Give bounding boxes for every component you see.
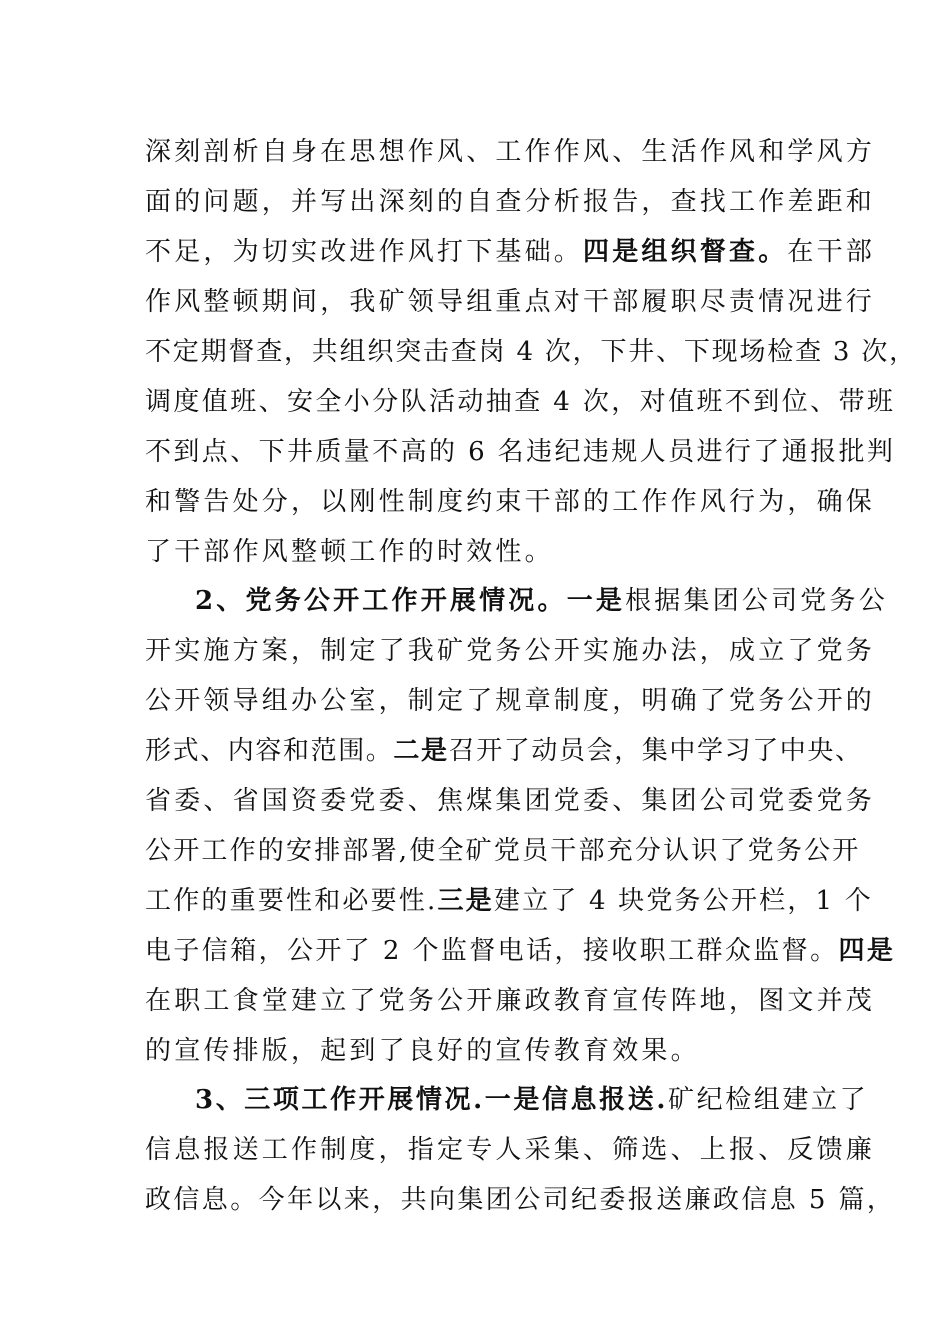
- text-line: 不定期督查，共组织突击查岗 4 次，下井、下现场检查 3 次，: [145, 337, 917, 367]
- text-line: 面的问题，并写出深刻的自查分析报告，查找工作差距和: [145, 187, 876, 217]
- text-line: 了干部作风整顿工作的时效性。: [145, 537, 554, 567]
- text-line: 和警告处分，以刚性制度约束干部的工作作风行为，确保: [145, 487, 876, 517]
- bold-heading: 四是组织督查。: [583, 237, 788, 267]
- text-line: 公开领导组办公室，制定了规章制度，明确了党务公开的: [145, 686, 876, 716]
- text-line: 作风整顿期间，我矿领导组重点对干部履职尽责情况进行: [145, 287, 876, 317]
- text-run: 工作的重要性和必要性.: [145, 886, 438, 916]
- text-run: 召开了动员会，集中学习了中央、: [448, 736, 863, 766]
- section-heading-line: [195, 584, 888, 618]
- text-run: 形式、内容和范围。: [145, 736, 394, 766]
- section-heading: 3、三项工作开展情况.一是信息报送.: [195, 1085, 668, 1115]
- text-run: 矿纪检组建立了: [668, 1085, 869, 1115]
- text-line: 在职工食堂建立了党务公开廉政教育宣传阵地，图文并茂: [145, 986, 876, 1016]
- text-line: 政信息。今年以来，共向集团公司纪委报送廉政信息 5 篇，: [145, 1185, 896, 1215]
- text-line: 深刻剖析自身在思想作风、工作作风、生活作风和学风方: [145, 137, 876, 167]
- text-line: 的宣传排版，起到了良好的宣传教育效果。: [145, 1036, 700, 1066]
- text-line: [145, 884, 873, 918]
- text-line: 不到点、下井质量不高的 6 名违纪违规人员进行了通报批判: [145, 437, 896, 467]
- text-run: 建立了 4 块党务公开栏，1 个: [493, 886, 873, 916]
- text-line: 开实施方案，制定了我矿党务公开实施办法，成立了党务: [145, 636, 876, 666]
- text-line: 公开工作的安排部署,使全矿党员干部充分认识了党务公开: [145, 836, 861, 866]
- text-line: [145, 734, 863, 768]
- section-heading-line: [195, 1083, 868, 1117]
- text-line: 省委、省国资委党委、焦煤集团党委、集团公司党委党务: [145, 786, 876, 816]
- text-line: [145, 934, 895, 968]
- text-run: 根据集团公司党务公: [625, 586, 888, 616]
- text-run: 不足，为切实改进作风打下基础。: [145, 237, 584, 267]
- text-line: 调度值班、安全小分队活动抽查 4 次，对值班不到位、带班: [145, 387, 896, 417]
- bold-heading: 三是: [437, 886, 494, 916]
- bold-heading: 二是: [393, 736, 449, 766]
- text-run: 电子信箱，公开了 2 个监督电话，接收职工群众监督。: [145, 936, 839, 966]
- section-heading: 2、党务公开工作开展情况。一是: [195, 586, 626, 616]
- text-line: 信息报送工作制度，指定专人采集、筛选、上报、反馈廉: [145, 1135, 876, 1165]
- bold-heading: 四是: [838, 936, 896, 966]
- text-run: 在干部: [787, 237, 876, 267]
- text-line: [145, 235, 875, 269]
